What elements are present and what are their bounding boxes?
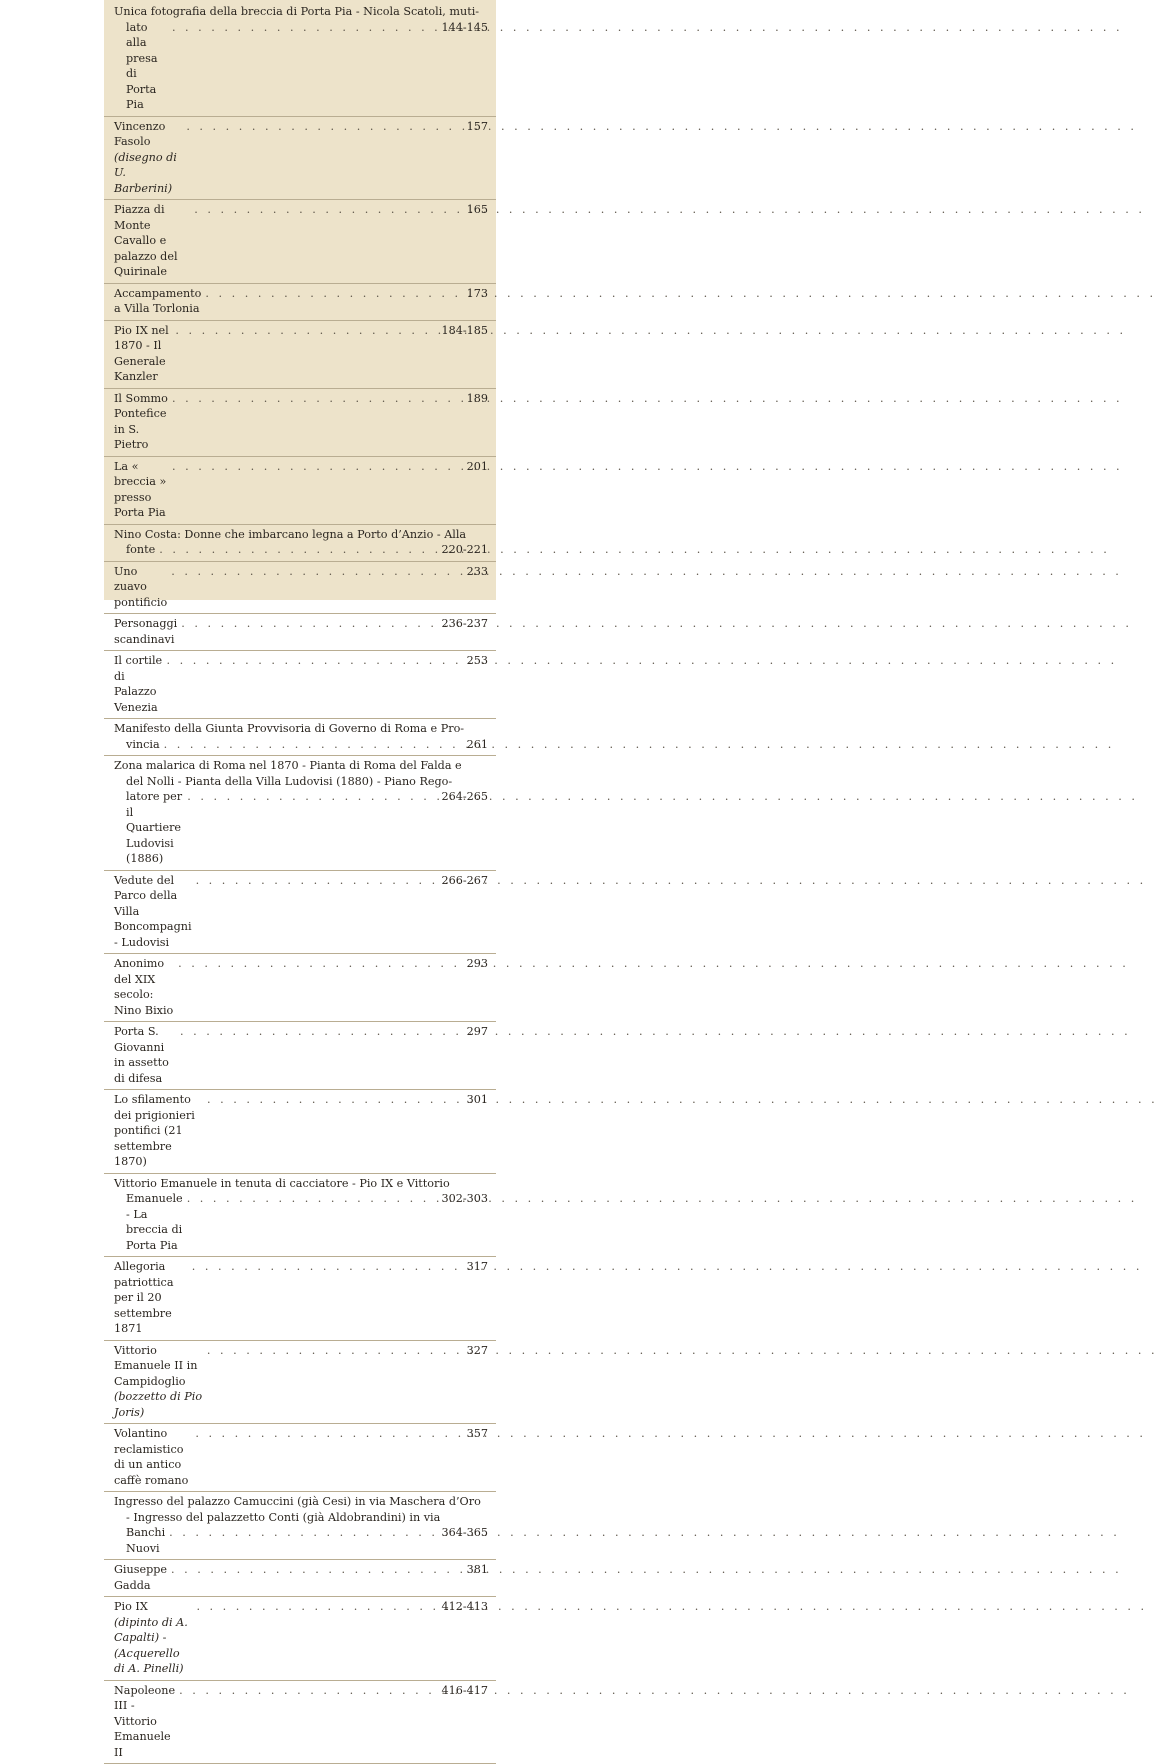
list-item (104, 1090, 496, 1174)
page-number: 302-303 (442, 1191, 489, 1207)
list-item (104, 1597, 496, 1681)
list-item (104, 1560, 496, 1597)
entry-title-line: Nino Costa: Donne che imbarcano legna a Porto d’Anzio - Alla (114, 527, 488, 543)
entry-title-line (126, 1525, 165, 1556)
entry-title-text: Giuseppe Gadda (114, 1563, 167, 1592)
page-number: 157 (467, 119, 488, 135)
leader-dots (169, 1525, 437, 1541)
page-number: 297 (467, 1024, 488, 1040)
page-number: 317 (467, 1259, 488, 1275)
leader-dots (205, 286, 462, 302)
entry-title-line (114, 1562, 167, 1593)
leader-dots (192, 1259, 463, 1275)
list-item (104, 1424, 496, 1492)
entry-title-line (126, 1191, 183, 1253)
list-item (104, 117, 496, 201)
entry-title-text: Volantino reclamistico di un antico caffè romano (114, 1427, 188, 1487)
list-item (104, 1681, 496, 1764)
entry-title-line (114, 323, 171, 385)
page-number: 184-185 (442, 323, 489, 339)
leader-dots (167, 653, 463, 669)
book-page (104, 0, 496, 600)
entry-title-line (114, 286, 201, 317)
entry-title-line (126, 20, 168, 113)
leader-dots (196, 873, 438, 889)
page-number: 364-365 (442, 1525, 489, 1541)
list-item (104, 525, 496, 562)
page-number: 220-221 (442, 542, 489, 558)
entry-title-line (126, 789, 183, 867)
entry-title-line (114, 873, 192, 951)
entry-credit: (disegno di U. Barberini) (114, 151, 177, 195)
entry-title-text: Il cortile di Palazzo Venezia (114, 654, 162, 714)
entry-title-text: Personaggi scandinavi (114, 617, 177, 646)
entry-credit: (bozzetto di Pio Joris) (114, 1390, 202, 1419)
leader-dots (171, 564, 462, 580)
leader-dots (180, 1024, 463, 1040)
list-item (104, 1022, 496, 1090)
entry-title-line: Manifesto della Giunta Provvisoria di Governo di Roma e Pro- (114, 721, 488, 737)
leader-dots (187, 789, 437, 805)
leader-dots (181, 616, 437, 632)
entry-title-text: fonte (126, 543, 155, 556)
entry-title-line (114, 202, 190, 280)
entry-title-text: Pio IX (114, 1600, 148, 1613)
leader-dots (172, 391, 463, 407)
leader-dots (195, 1426, 462, 1442)
leader-dots (172, 459, 463, 475)
entry-title-text: lato alla presa di Porta Pia (126, 21, 158, 112)
entry-title-text: Napoleone III - Vittorio Emanuele II (114, 1684, 175, 1759)
entry-title-line: Ingresso del palazzo Camuccini (già Cesi) in via Maschera d’Oro (114, 1494, 488, 1510)
entry-title-line: del Nolli - Pianta della Villa Ludovisi (1880) - Piano Rego- (114, 774, 488, 790)
entry-title-line (114, 119, 182, 197)
entry-title-line (114, 616, 177, 647)
leader-dots (171, 1562, 463, 1578)
page-number: 301 (467, 1092, 488, 1108)
entry-title-line (114, 1599, 192, 1677)
entry-title-line (114, 653, 163, 715)
entry-title-text: Emanuele - La breccia di Porta Pia (126, 1192, 183, 1252)
list-item (104, 457, 496, 525)
list-item (104, 321, 496, 389)
list-item (104, 1174, 496, 1258)
list-item (104, 1492, 496, 1560)
list-item (104, 871, 496, 955)
page-number: 165 (467, 202, 488, 218)
page-number: 173 (467, 286, 488, 302)
list-item (104, 389, 496, 457)
list-item (104, 651, 496, 719)
entry-title-text: Piazza di Monte Cavallo e palazzo del Quirinale (114, 203, 178, 278)
list-item (104, 562, 496, 615)
entry-title-line: Vittorio Emanuele in tenuta di cacciatore - Pio IX e Vittorio (114, 1176, 488, 1192)
list-item (104, 284, 496, 321)
page-number: 233 (467, 564, 488, 580)
list-item (104, 954, 496, 1022)
page-number: 266-267 (442, 873, 489, 889)
entry-title-line (114, 1092, 203, 1170)
entry-title-text: Allegoria patriottica per il 20 settembre 1871 (114, 1260, 174, 1335)
entry-title-line (126, 542, 155, 558)
entry-title-line (114, 956, 174, 1018)
entry-title-text: Il Sommo Pontefice in S. Pietro (114, 392, 168, 452)
page-number: 293 (467, 956, 488, 972)
entry-title-text: Uno zuavo pontificio (114, 565, 167, 609)
entry-title-line (114, 1426, 191, 1488)
list-item (104, 756, 496, 871)
entry-title-text: Banchi Nuovi (126, 1526, 165, 1555)
leader-dots (164, 737, 463, 753)
page-number: 357 (467, 1426, 488, 1442)
leader-dots (175, 323, 437, 339)
entry-credit: (Acquerello di A. Pinelli) (114, 1647, 184, 1676)
leader-dots (178, 956, 463, 972)
page-number: 201 (467, 459, 488, 475)
page-number: 264-265 (442, 789, 489, 805)
entry-title-text: Porta S. Giovanni in assetto di difesa (114, 1025, 169, 1085)
entry-title-text: Vincenzo Fasolo (114, 120, 165, 149)
page-number: 253 (467, 653, 488, 669)
list-item (104, 1341, 496, 1425)
entry-title-text: vincia (126, 738, 160, 751)
list-item (104, 719, 496, 756)
leader-dots (172, 20, 438, 36)
entry-title-text: Pio IX nel 1870 - Il Generale Kanzler (114, 324, 169, 384)
leader-dots (187, 1191, 438, 1207)
entry-title-line (114, 391, 168, 453)
leader-dots (194, 202, 462, 218)
leader-dots (207, 1092, 463, 1108)
page-number: 144-145 (442, 20, 489, 36)
list-item (104, 200, 496, 284)
entry-credit: (dipinto di A. Capalti) (114, 1616, 188, 1645)
entry-title-text: latore per il Quartiere Ludovisi (1886) (126, 790, 182, 865)
entry-title-line (114, 459, 168, 521)
leader-dots (196, 1599, 437, 1615)
entry-title-text: Vedute del Parco della Villa Boncompagni - Ludovisi (114, 874, 192, 949)
page-number: 327 (467, 1343, 488, 1359)
entry-title-line (114, 1024, 176, 1086)
entry-title-line (114, 1683, 175, 1761)
entry-title-line (114, 564, 167, 611)
leader-dots (159, 542, 437, 558)
illustrations-list (104, 2, 496, 1764)
entry-separator: - (159, 1631, 166, 1644)
entry-title-text: Accampamento a Villa Torlonia (114, 287, 201, 316)
entry-title-line (114, 1343, 203, 1421)
page-number: 261 (467, 737, 488, 753)
page-number: 236-237 (442, 616, 489, 632)
entry-title-text: Anonimo del XIX secolo: Nino Bixio (114, 957, 173, 1017)
entry-title-line (114, 1259, 188, 1337)
leader-dots (179, 1683, 437, 1699)
entry-title-line: Unica fotografia della breccia di Porta Pia - Nicola Scatoli, muti- (114, 4, 488, 20)
entry-title-text: Vittorio Emanuele II in Campidoglio (114, 1344, 197, 1388)
list-item (104, 2, 496, 117)
entry-title-line: - Ingresso del palazzetto Conti (già Aldobrandini) in via (114, 1510, 488, 1526)
entry-title-text: La « breccia » presso Porta Pia (114, 460, 166, 520)
leader-dots (186, 119, 462, 135)
page-number: 412-413 (442, 1599, 489, 1615)
list-item (104, 614, 496, 651)
list-item (104, 1257, 496, 1341)
entry-title-line: Zona malarica di Roma nel 1870 - Pianta di Roma del Falda e (114, 758, 488, 774)
entry-title-text: Lo sfilamento dei prigionieri pontifici (21 settembre 1870) (114, 1093, 195, 1168)
page-number: 189 (467, 391, 488, 407)
leader-dots (207, 1343, 463, 1359)
page-number: 416-417 (442, 1683, 489, 1699)
page-number: 381 (467, 1562, 488, 1578)
entry-title-line (126, 737, 160, 753)
